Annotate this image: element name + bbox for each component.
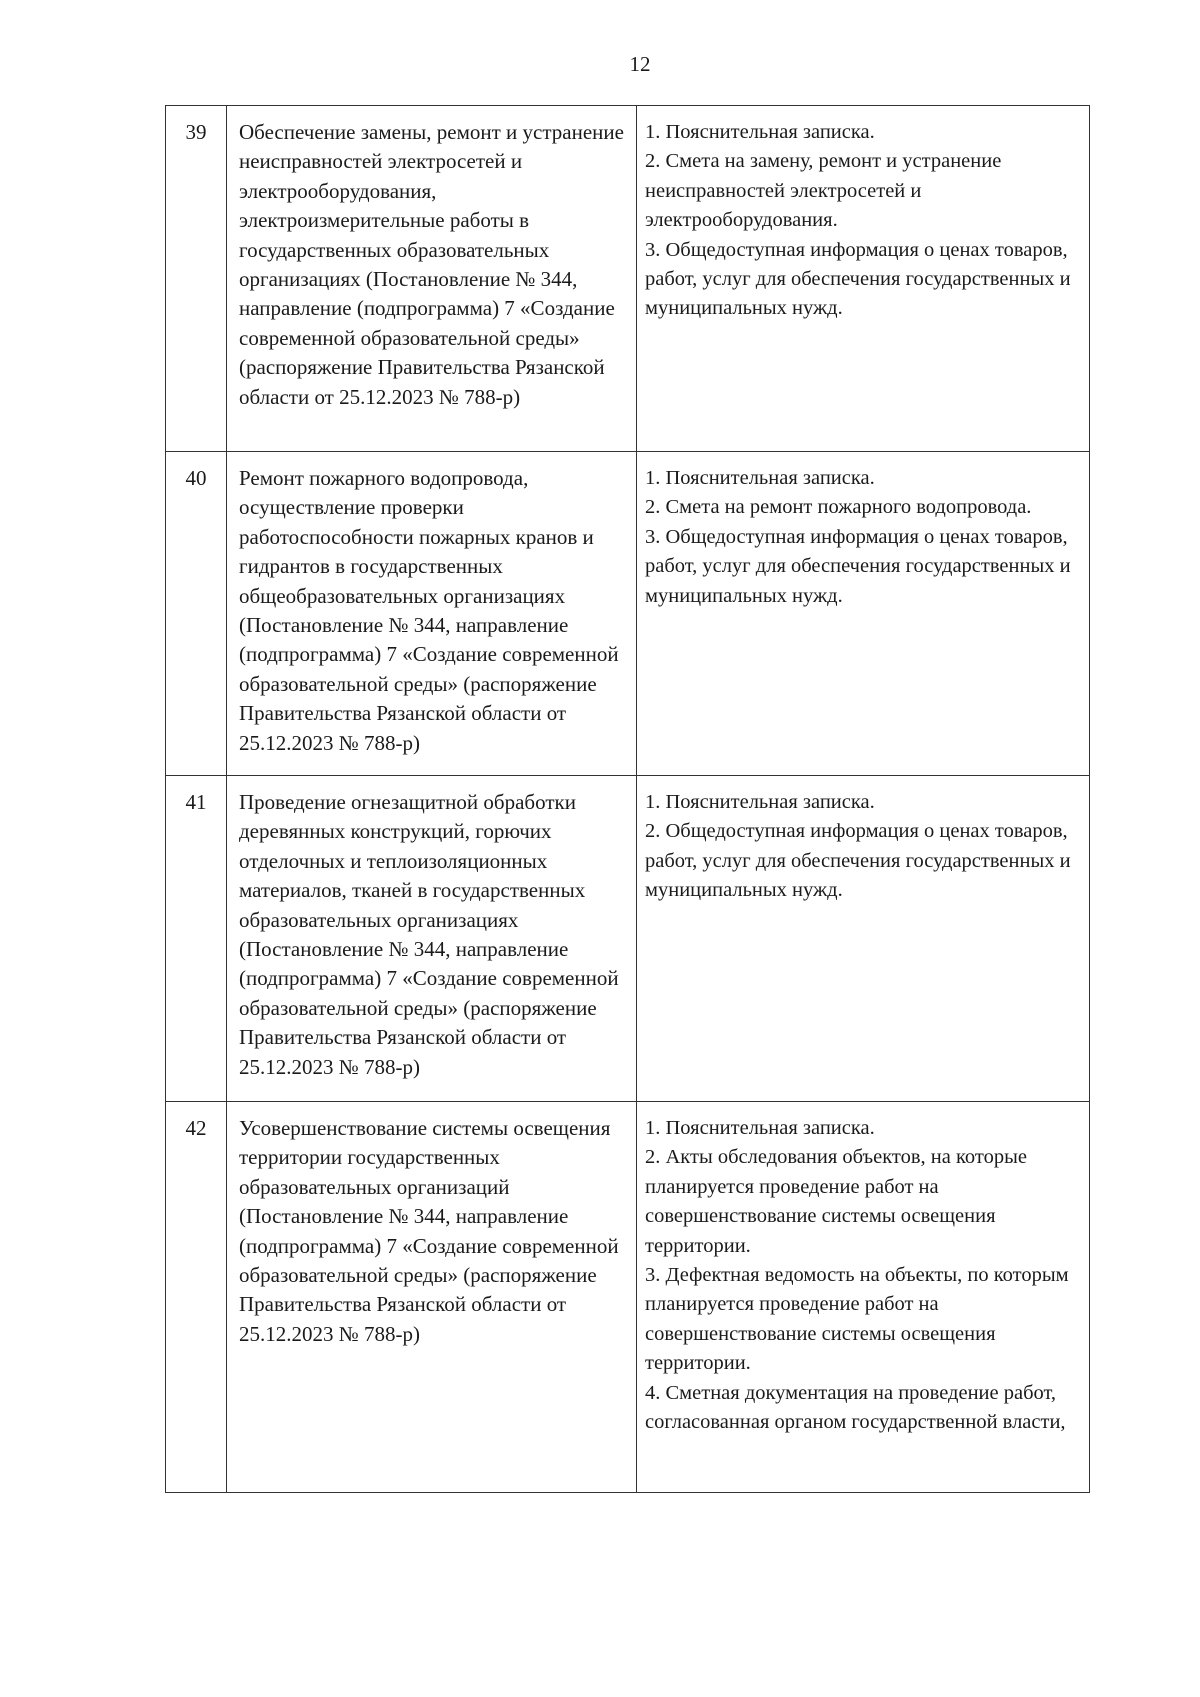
table-row xyxy=(165,451,1090,775)
row-number: 40 xyxy=(165,452,227,775)
row-number: 41 xyxy=(165,776,227,1101)
table-row xyxy=(165,775,1090,1101)
row-documents xyxy=(637,106,1090,451)
row-number: 42 xyxy=(165,1102,227,1492)
document-item: 2. Смета на замену, ремонт и устранение неисправностей электросетей и электрооборудования. xyxy=(645,150,1002,232)
row-description: Усовершенствование системы освещения территории государственных образовательных организаций (Постановление № 344, направление (подпрограмма) 7 «Создание современной образовательной среды» (распоряжение Правительства Рязанской области от 25.12.2023 № 788-р) xyxy=(227,1102,637,1492)
row-description: Ремонт пожарного водопровода, осуществление проверки работоспособности пожарных кранов и гидрантов в государственных общеобразовательных организациях (Постановление № 344, направление (подпрограмма) 7 «Создание современной образовательной среды» (распоряжение Правительства Рязанской области от 25.12.2023 № 788-р) xyxy=(227,452,637,775)
row-description: Обеспечение замены, ремонт и устранение неисправностей электросетей и электрооборудования, электроизмерительные работы в государственных образовательных организациях (Постановление № 344, направление (подпрограмма) 7 «Создание современной образовательной среды» (распоряжение Правительства Рязанской области от 25.12.2023 № 788-р) xyxy=(227,106,637,451)
document-item: 3. Общедоступная информация о ценах товаров, работ, услуг для обеспечения государственных и муниципальных нужд. xyxy=(645,525,1071,607)
document-item: 2. Общедоступная информация о ценах товаров, работ, услуг для обеспечения государственных и муниципальных нужд. xyxy=(645,820,1071,902)
document-item: 3. Дефектная ведомость на объекты, по которым планируется проведение работ на совершенствование системы освещения территории. xyxy=(645,1264,1069,1375)
table-row xyxy=(165,1101,1090,1493)
page-number: 12 xyxy=(629,52,651,76)
document-item: 4. Сметная документация на проведение работ, согласованная органом государственной власти, xyxy=(645,1381,1066,1434)
document-table xyxy=(165,105,1090,1493)
document-item: 2. Акты обследования объектов, на которые планируется проведение работ на совершенствование системы освещения территории. xyxy=(645,1146,1027,1257)
row-documents xyxy=(637,776,1090,1101)
document-item: 1. Пояснительная записка. xyxy=(645,1117,875,1139)
table-row xyxy=(165,105,1090,451)
document-item: 1. Пояснительная записка. xyxy=(645,121,875,143)
row-documents xyxy=(637,452,1090,775)
row-description: Проведение огнезащитной обработки деревянных конструкций, горючих отделочных и теплоизоляционных материалов, тканей в государственных образовательных организациях (Постановление № 344, направление (подпрограмма) 7 «Создание современной образовательной среды» (распоряжение Правительства Рязанской области от 25.12.2023 № 788-р) xyxy=(227,776,637,1101)
document-item: 3. Общедоступная информация о ценах товаров, работ, услуг для обеспечения государственных и муниципальных нужд. xyxy=(645,238,1071,320)
document-item: 1. Пояснительная записка. xyxy=(645,467,875,489)
row-documents xyxy=(637,1102,1090,1492)
row-number: 39 xyxy=(165,106,227,451)
document-item: 2. Смета на ремонт пожарного водопровода. xyxy=(645,496,1032,519)
document-item: 1. Пояснительная записка. xyxy=(645,791,875,813)
